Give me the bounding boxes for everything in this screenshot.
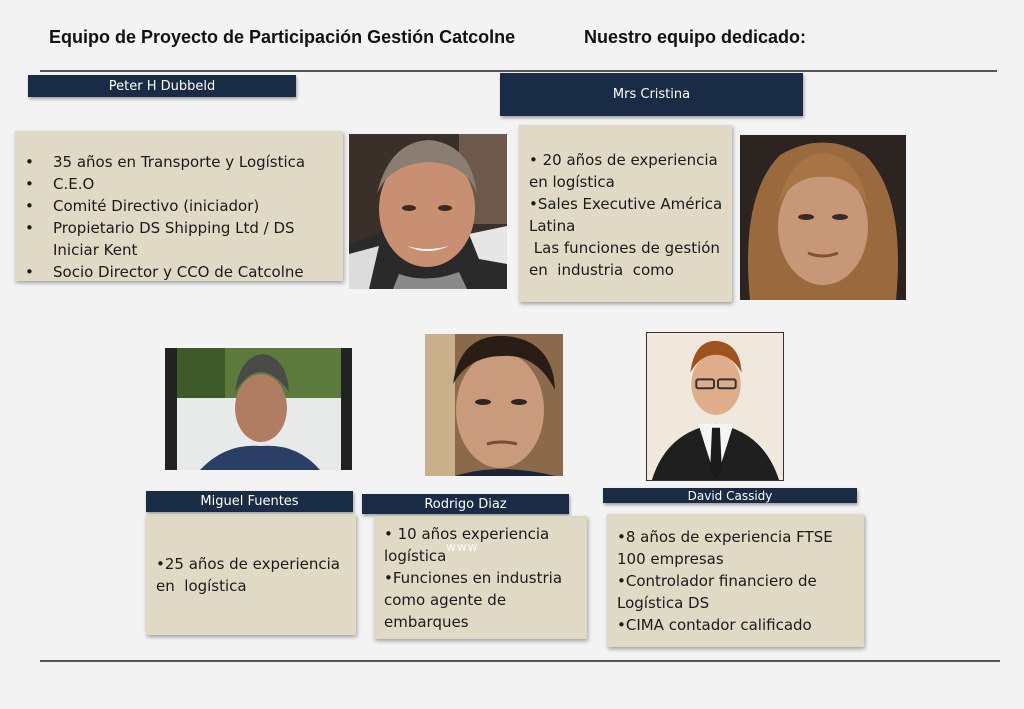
peter-name-bar — [28, 75, 296, 97]
cristina-bio-line: en logística — [529, 173, 615, 191]
peter-bio-item: • Socio Director y CCO de Catcolne — [15, 261, 343, 283]
rodrigo-bio-line: • 10 años experiencia — [384, 525, 550, 543]
bottom-divider — [40, 660, 1000, 662]
cristina-bio-card — [519, 125, 732, 302]
rodrigo-name: Rodrigo Diaz — [424, 496, 507, 512]
miguel-bio-card — [146, 514, 356, 635]
peter-bio-item: • Propietario DS Shipping Ltd / DS Iniciar Kent — [15, 217, 343, 261]
rodrigo-bio-line: logística — [384, 547, 447, 565]
david-name-bar — [603, 488, 857, 503]
rodrigo-name-bar — [362, 494, 569, 514]
cristina-bio-line: •Sales Executive América — [529, 195, 723, 213]
peter-name: Peter H Dubbeld — [108, 78, 216, 94]
david-bio-line: •CIMA contador calificado — [617, 616, 812, 634]
cristina-bio-line: Latina — [529, 217, 576, 235]
cristina-photo — [740, 135, 906, 300]
watermark-text: www — [446, 540, 479, 554]
cristina-name: Mrs Cristina — [612, 87, 691, 102]
miguel-bio-line: •25 años de experiencia — [156, 555, 340, 573]
rodrigo-bio-card — [374, 516, 587, 639]
david-bio-line: Logística DS — [617, 594, 710, 612]
rodrigo-bio-line: •Funciones en industria — [384, 569, 563, 587]
top-divider — [40, 70, 997, 72]
section-title: Nuestro equipo dedicado: — [584, 27, 807, 47]
david-bio-line: •8 años de experiencia FTSE — [617, 528, 833, 546]
david-bio-line: 100 empresas — [617, 550, 724, 568]
miguel-name-bar — [146, 491, 353, 512]
page-title: Equipo de Proyecto de Participación Gestión Catcolne — [49, 27, 516, 47]
cristina-bio-line: en industria como — [529, 261, 674, 279]
peter-photo — [349, 134, 507, 289]
cristina-bio-line: • 20 años de experiencia — [529, 151, 718, 169]
david-bio-card — [607, 514, 864, 647]
peter-bio-card — [15, 131, 343, 281]
miguel-name: Miguel Fuentes — [200, 494, 299, 509]
rodrigo-bio-line: como agente de — [384, 591, 507, 609]
cristina-bio-line: Las funciones de gestión — [529, 239, 720, 257]
rodrigo-bio-line: embarques — [384, 613, 469, 631]
david-name: David Cassidy — [687, 488, 773, 503]
miguel-bio-line: en logística — [156, 577, 247, 595]
rodrigo-photo — [425, 334, 563, 476]
david-bio-line: •Controlador financiero de — [617, 572, 817, 590]
peter-bio-item: • Comité Directivo (iniciador) — [15, 195, 343, 217]
cristina-name-bar — [500, 73, 803, 116]
peter-bio-item: • C.E.O — [15, 173, 343, 195]
david-photo — [646, 332, 784, 481]
miguel-photo — [165, 348, 352, 470]
peter-bio-item: • 35 años en Transporte y Logística — [15, 151, 343, 173]
